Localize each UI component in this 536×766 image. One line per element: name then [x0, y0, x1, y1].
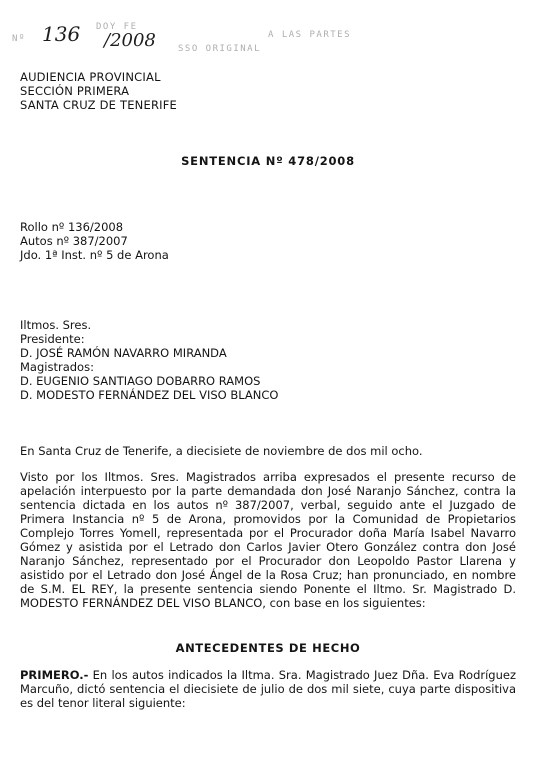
date-line: En Santa Cruz de Tenerife, a diecisiete de noviembre de dos mil ocho. — [20, 444, 423, 458]
autos-number: Autos nº 387/2007 — [20, 234, 128, 248]
magistrates-intro: Iltmos. Sres. — [20, 318, 92, 332]
stamp-faint-text: Nº — [12, 34, 26, 44]
visto-paragraph: Visto por los Iltmos. Sres. Magistrados arriba expresados el presente recurso de apelación interpuesto por la parte demandada don José Naranjo Sánchez, contra la sentencia dictada en los autos nº 387/2007, verbal, seguido ante el Juzgado de Primera Instancia nº 5 de Arona, promovidos por la Comunidad de Propietarios Complejo Torres Yomell, representada por el Procurador doña María Isabel Navarro Gómez y asistida por el Letrado don Carlos Javier Otero González contra don José Naranjo Sánchez, representado por el Procurador don Leopoldo Pastor Llarena y asistido por el Letrado don José Ángel de la Rosa Cruz; han pronunciado, en nombre de S.M. EL REY, la presente sentencia siendo Ponente el Iltmo. Sr. Magistrado D. MODESTO FERNÁNDEZ DEL VISO BLANCO, con base en los siguientes: — [20, 470, 516, 610]
case-references — [20, 220, 169, 262]
stamp-faint-text: DOY FE — [96, 22, 138, 32]
stamp-faint-text: A LAS PARTES — [268, 30, 352, 40]
rollo-number: Rollo nº 136/2008 — [20, 220, 124, 234]
handwritten-number: 136 — [42, 22, 81, 46]
sentence-title: SENTENCIA Nº 478/2008 — [181, 154, 355, 168]
presidente-label: Presidente: — [20, 332, 85, 346]
presidente-name: D. JOSÉ RAMÓN NAVARRO MIRANDA — [20, 346, 227, 360]
section-heading: ANTECEDENTES DE HECHO — [175, 641, 361, 655]
stamp-faint-text: SSO ORIGINAL — [178, 44, 262, 54]
magistrados-label: Magistrados: — [20, 360, 94, 374]
registry-stamp — [8, 22, 528, 56]
court-header — [20, 70, 177, 112]
magistrado-name: D. MODESTO FERNÁNDEZ DEL VISO BLANCO — [20, 388, 279, 402]
court-of-origin: Jdo. 1ª Inst. nº 5 de Arona — [20, 248, 169, 262]
magistrado-name: D. EUGENIO SANTIAGO DOBARRO RAMOS — [20, 374, 261, 388]
court-section: SECCIÓN PRIMERA — [20, 84, 130, 98]
court-name: AUDIENCIA PROVINCIAL — [20, 70, 161, 84]
primero-label: PRIMERO.- — [20, 668, 89, 682]
court-city: SANTA CRUZ DE TENERIFE — [20, 98, 178, 112]
magistrates-block — [20, 318, 278, 402]
handwritten-year: /2008 — [104, 30, 156, 51]
primero-paragraph — [20, 668, 516, 710]
primero-text: En los autos indicados la Iltma. Sra. Magistrado Juez Dña. Eva Rodríguez Marcuño, dictó sentencia el diecisiete de julio de dos mil siete, cuya parte dispositiva es del tenor literal siguiente: — [20, 668, 517, 710]
